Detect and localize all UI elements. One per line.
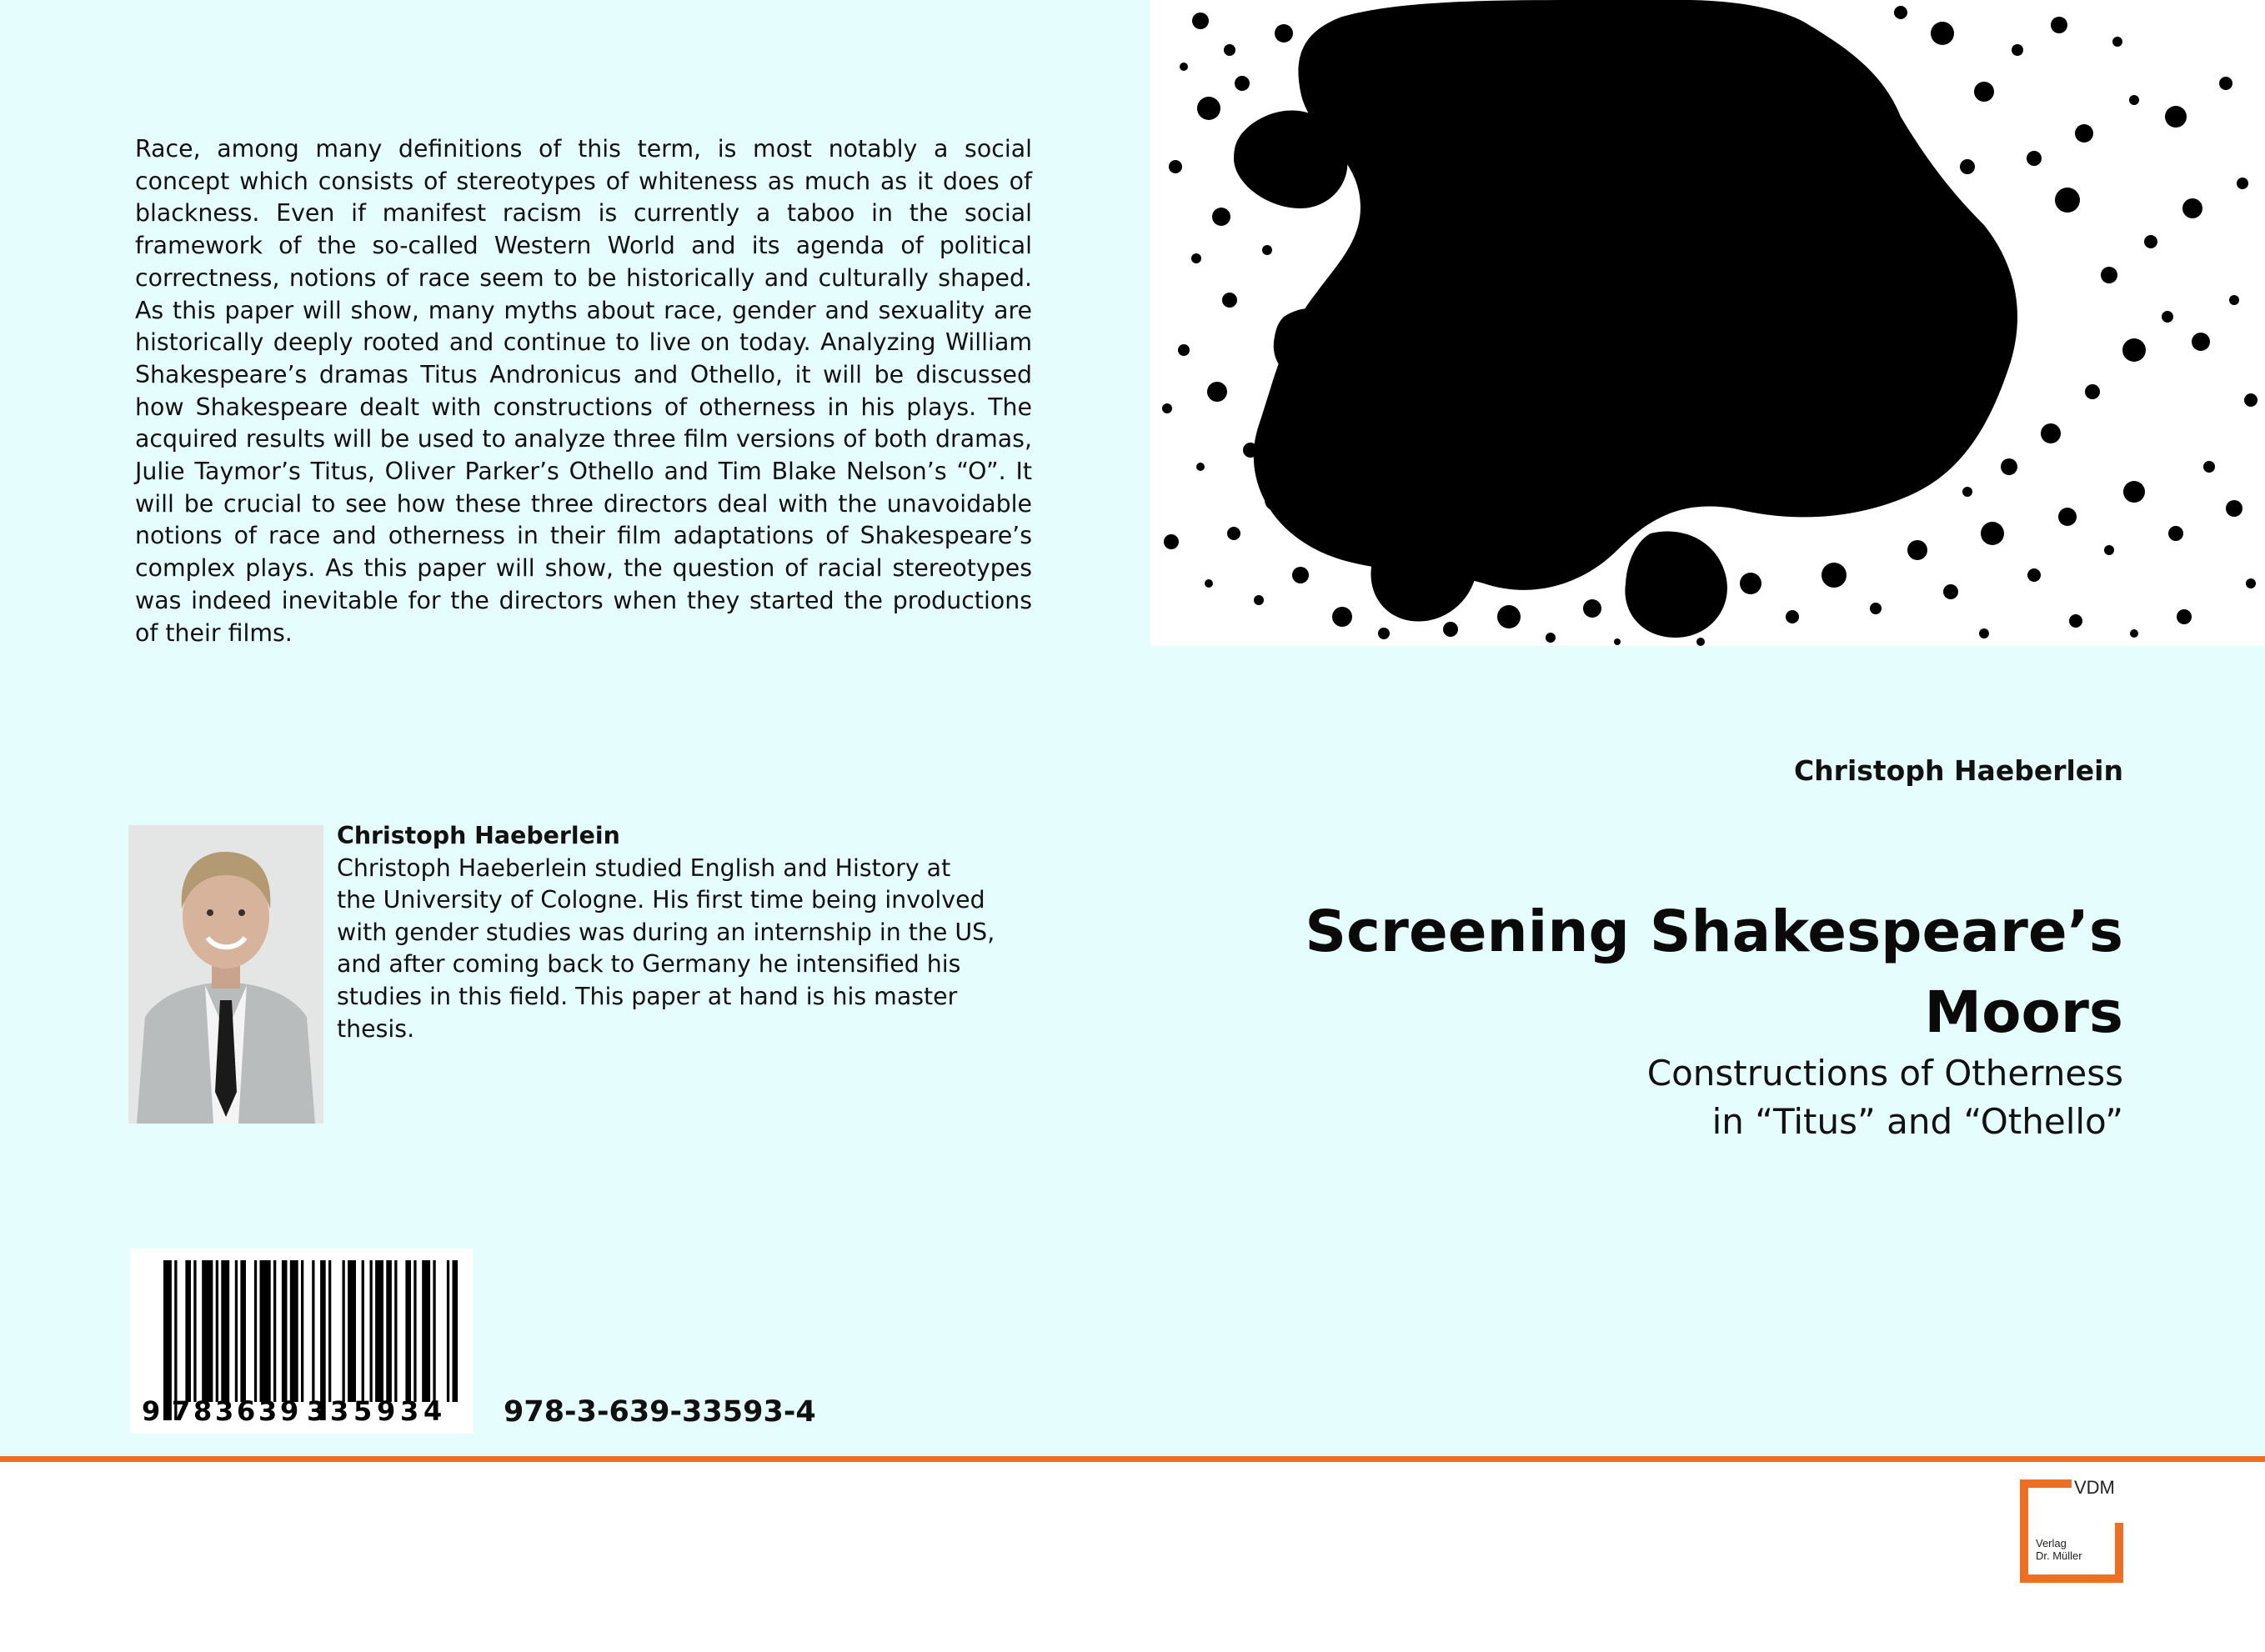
barcode-digit: 6 xyxy=(237,1395,256,1427)
footer-strip xyxy=(0,1462,2265,1652)
isbn-barcode xyxy=(130,1249,474,1434)
barcode-bar xyxy=(422,1260,430,1402)
barcode-bar xyxy=(328,1260,331,1402)
author-photo xyxy=(128,825,323,1124)
logo-line-2: Dr. Müller xyxy=(2036,1549,2082,1562)
barcode-digit: 5 xyxy=(353,1395,373,1427)
barcode-bar xyxy=(348,1260,356,1402)
publisher-logo xyxy=(2017,1477,2126,1585)
barcode-bar xyxy=(301,1260,303,1402)
barcode-bar xyxy=(185,1260,191,1402)
barcode-bar xyxy=(193,1260,196,1402)
barcode-digit: 4 xyxy=(423,1395,443,1427)
isbn-number: 978-3-639-33593-4 xyxy=(504,1395,816,1429)
barcode-bar xyxy=(312,1260,314,1402)
barcode-digit: 9 xyxy=(280,1395,299,1427)
author-portrait-graphic xyxy=(128,825,323,1124)
book-title: Screening Shakespeare’s Moors xyxy=(1305,899,2123,1046)
barcode-bar xyxy=(282,1260,288,1402)
barcode-bar xyxy=(216,1260,218,1402)
barcode-bar xyxy=(235,1260,238,1402)
barcode-bar xyxy=(273,1260,276,1402)
barcode-bar xyxy=(453,1260,459,1402)
barcode-bar xyxy=(405,1260,411,1402)
barcode-bar xyxy=(221,1260,229,1402)
barcode-bar xyxy=(260,1260,271,1402)
back-cover-blurb: Race, among many definitions of this term, is most notably a social concept which consists of stereotypes of whiteness as much as it does of blackness. Even if manifest racism is currently a taboo in the social framework of the so-called Western World and its agenda of political correctness, notions of race seem to be historically and culturally shaped. As this paper will show, many myths about race, gender and sexuality are historically deeply rooted and continue to live on today. Analyzing William Shakespeare’s dramas Titus Andronicus and Othello, it will be discussed how Shakespeare dealt with constructions of otherness in his plays. The acquired results will be used to analyze three film versions of both dramas, Julie Taymor’s Titus, Oliver Parker’s Othello and Tim Blake Nelson’s “O”. It will be crucial to see how these three directors deal with the unavoidable notions of race and otherness in their film adaptations of Shakespeare’s complex plays. As this paper will show, the question of racial stereotypes was indeed inevitable for the directors when they started the productions of their films. xyxy=(135,135,1032,647)
barcode-digit: 7 xyxy=(172,1395,191,1427)
book-subtitle xyxy=(1123,1049,2123,1146)
barcode-digit: 3 xyxy=(307,1395,326,1427)
bio-author-name: Christoph Haeberlein xyxy=(337,822,620,849)
barcode-digit: 8 xyxy=(193,1395,213,1427)
ink-splash-graphic xyxy=(1150,0,2265,646)
barcode-bar xyxy=(370,1260,373,1402)
barcode-digit: 3 xyxy=(258,1395,278,1427)
barcode-bar xyxy=(343,1260,345,1402)
barcode-digit: 9 xyxy=(377,1395,396,1427)
subtitle-line-1: Constructions of Otherness xyxy=(1646,1053,2123,1094)
barcode-bar xyxy=(290,1260,298,1402)
barcode-bar xyxy=(202,1260,213,1402)
barcode-bar xyxy=(447,1260,449,1402)
subtitle-line-2: in “Titus” and “Othello” xyxy=(1711,1101,2123,1142)
barcode-bar xyxy=(254,1260,257,1402)
logo-brand: VDM xyxy=(2074,1477,2115,1498)
barcode-bar xyxy=(240,1260,246,1402)
barcode-digit: 3 xyxy=(215,1395,234,1427)
logo-publisher-name xyxy=(2036,1537,2082,1562)
barcode-digit: 9 xyxy=(142,1395,161,1427)
bio-text: Christoph Haeberlein studied English and History at the University of Cologne. His first time being involved with gender studies was during an internship in the US, and after coming back to Germany he intensified his studies in this field. This paper at hand is his master thesis. xyxy=(337,854,995,1043)
ink-splash-artwork xyxy=(1150,0,2265,646)
barcode-bar xyxy=(386,1260,392,1402)
barcode-bar xyxy=(413,1260,416,1402)
orange-divider xyxy=(0,1456,2265,1462)
logo-line-1: Verlag xyxy=(2036,1537,2067,1549)
barcode-digits xyxy=(130,1392,474,1430)
barcode-bar xyxy=(433,1260,435,1402)
barcode-digit: 3 xyxy=(400,1395,419,1427)
barcode-bar xyxy=(362,1260,364,1402)
barcode-digit: 3 xyxy=(330,1395,349,1427)
barcode-bar xyxy=(375,1260,383,1402)
author-bio xyxy=(337,820,995,1045)
barcode-bar xyxy=(394,1260,397,1402)
front-author-name: Christoph Haeberlein xyxy=(1793,754,2123,787)
